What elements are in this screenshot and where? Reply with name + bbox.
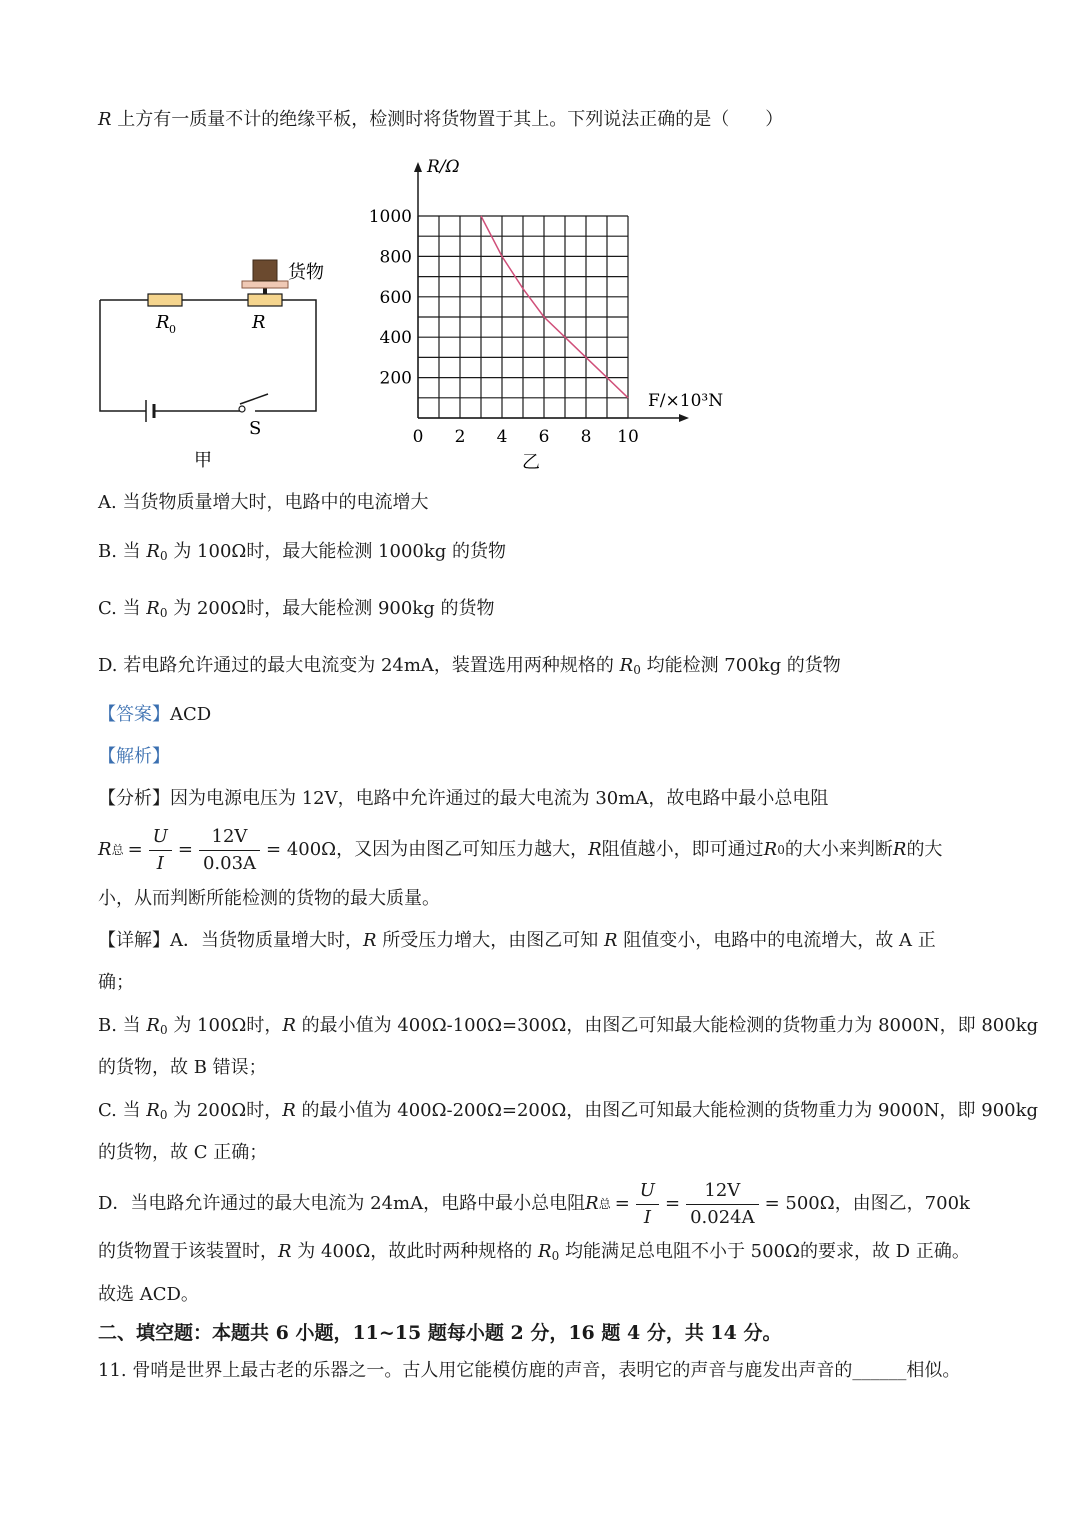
analysis-2a: ，又因为由图乙可知压力越大， [336, 839, 589, 860]
option-d-post: 均能检测 700kg 的货物 [640, 655, 841, 676]
analysis-2b: R [588, 839, 602, 860]
detail-c1d: 为 200Ω时， [167, 1100, 283, 1121]
y-tick-label: 200 [379, 368, 412, 389]
question-intro [98, 108, 783, 132]
chart-grid [418, 216, 628, 418]
detail-d2a: 的货物置于该装置时， [98, 1241, 278, 1262]
r0-label: R [156, 312, 170, 333]
insulating-plate-icon [242, 281, 288, 288]
option-d-pre: D. 若电路允许通过的最大电流变为 24mA，装置选用两种规格的 [98, 655, 620, 676]
var-r: R [98, 109, 112, 130]
section-2-heading: 二、填空题：本题共 6 小题，11~15 题每小题 2 分，16 题 4 分，共 14 分。 [98, 1322, 782, 1344]
answer-value: ACD [170, 704, 212, 725]
option-d-sub: 0 [633, 663, 641, 677]
analysis-2h: 的大 [906, 839, 943, 860]
detail-d1res: = 500Ω [764, 1193, 835, 1214]
x-tick-label: 4 [496, 427, 508, 447]
detail-c1f: 的最小值为 400Ω-200Ω=200Ω，由图乙可知最大能检测的货物重力为 9000N，即 900kg [295, 1100, 1039, 1121]
analysis-tag: 【解析】 [98, 746, 170, 767]
x-tick-label: 8 [580, 427, 592, 447]
detail-d1a: D．当电路允许通过的最大电流为 24mA，电路中最小总电阻 [98, 1193, 586, 1214]
detail-d-line-2 [98, 1240, 970, 1268]
detail-1b: R [363, 930, 377, 951]
chart-axes [414, 162, 689, 422]
analysis-equation-line [98, 820, 942, 880]
detail-d1sub: 总 [598, 1197, 611, 1211]
analysis-line-3: 小，从而判断所能检测的货物的最大质量。 [98, 888, 440, 909]
option-a [98, 491, 428, 515]
option-c [98, 597, 494, 625]
detail-b1e: R [282, 1015, 296, 1036]
analysis-2g: R [892, 839, 907, 860]
y-axis-arrow-icon [414, 162, 422, 172]
x-axis-arrow-icon [679, 414, 689, 422]
detail-line-1 [98, 929, 936, 953]
fraction-values [199, 824, 260, 877]
chart-series [481, 216, 628, 398]
option-a-text: A. 当货物质量增大时，电路中的电流增大 [98, 492, 429, 513]
detail-1d: R [604, 930, 618, 951]
detail-frac-i: I [643, 1206, 651, 1228]
detail-1c: 所受压力增大，由图乙可知 [376, 930, 605, 951]
r0-subscript: 0 [169, 323, 176, 336]
switch-label: S [249, 418, 262, 439]
detail-frac-num: 12V [686, 1178, 759, 1205]
option-c-r: R [146, 598, 160, 619]
answer-line [98, 703, 211, 727]
detail-d2b: R [278, 1241, 292, 1262]
detail-c1a: C. 当 [98, 1100, 147, 1121]
chart-ticks [369, 207, 639, 447]
detail-fraction-values [686, 1178, 759, 1231]
analysis-2c: 阻值越小，即可通过 [601, 839, 764, 860]
detail-c1e: R [282, 1100, 296, 1121]
goods-label: 货物 [288, 262, 324, 283]
series-line [481, 216, 628, 398]
goods-box-icon [253, 260, 277, 281]
y-tick-label: 800 [379, 247, 412, 268]
y-axis-label: R/Ω [427, 157, 460, 177]
detail-d2e: 0 [551, 1249, 560, 1263]
r-label: R [252, 312, 266, 333]
eq-result: = 400Ω [266, 839, 337, 860]
detail-b1d: 为 100Ω时， [167, 1015, 283, 1036]
y-tick-label: 1000 [368, 207, 412, 227]
detail-line-2: 确； [98, 972, 134, 993]
analysis-2d: R [763, 839, 778, 860]
question-11 [98, 1359, 960, 1383]
resistor-r0-icon [148, 294, 182, 306]
detail-d1eq: = [614, 1193, 630, 1214]
fraction-ui [149, 824, 172, 877]
intro-text: 上方有一质量不计的绝缘平板，检测时将货物置于其上。下列说法正确的是（ ） [111, 109, 784, 130]
detail-d1eq-2: = [664, 1193, 681, 1214]
detail-d2d: R [538, 1241, 552, 1262]
detail-c1c: 0 [159, 1108, 168, 1122]
detail-d-line-1 [98, 1174, 970, 1234]
figure-caption-yi: 乙 [522, 452, 540, 473]
option-d-r: R [619, 655, 634, 676]
frac-den: 0.03A [202, 852, 257, 874]
detail-c-line-2: 的货物，故 C 正确； [98, 1142, 268, 1163]
detail-d2f: 均能满足总电阻不小于 500Ω的要求，故 D 正确。 [559, 1241, 970, 1262]
eq-sign: = [127, 839, 143, 860]
frac-i: I [156, 852, 164, 874]
option-b [98, 540, 506, 568]
detail-b1a: B. 当 [98, 1015, 147, 1036]
r-total-sub: 总 [111, 843, 124, 857]
final-answer: 故选 ACD。 [98, 1284, 199, 1305]
figure-caption-jia: 甲 [194, 450, 212, 471]
q11-text: 11. 骨哨是世界上最古老的乐器之一。古人用它能模仿鹿的声音，表明它的声音与鹿发出声音的 [98, 1360, 853, 1381]
option-b-r: R [146, 541, 160, 562]
option-b-sub: 0 [159, 549, 168, 563]
answer-tag: 【答案】 [98, 704, 170, 725]
detail-frac-u: U [636, 1178, 659, 1205]
detail-b1c: 0 [159, 1023, 168, 1037]
detail-d1r: R [585, 1193, 599, 1214]
analysis-2f: 的大小来判断 [784, 839, 893, 860]
r-total: R [98, 839, 112, 860]
x-tick-label: 0 [412, 427, 424, 447]
detail-d2c: 为 400Ω，故此时两种规格的 [291, 1241, 539, 1262]
option-c-post: 为 200Ω时，最大能检测 900kg 的货物 [167, 598, 495, 619]
detail-b1f: 的最小值为 400Ω-100Ω=300Ω，由图乙可知最大能检测的货物重力为 8000N，即 800kg [295, 1015, 1039, 1036]
frac-u: U [149, 824, 172, 851]
detail-1e: 阻值变小，电路中的电流增大，故 A 正 [617, 930, 936, 951]
y-tick-label: 400 [379, 328, 412, 349]
detail-d1b: ，由图乙，700k [834, 1193, 970, 1214]
detail-c1b: R [146, 1100, 160, 1121]
circuit-diagram [90, 250, 330, 480]
x-tick-label: 10 [617, 427, 639, 447]
analysis-line-1: 【分析】因为电源电压为 12V，电路中允许通过的最大电流为 30mA，故电路中最小总电阻 [98, 788, 829, 809]
option-c-sub: 0 [159, 606, 168, 620]
q11-tail: 相似。 [906, 1360, 961, 1381]
frac-num: 12V [199, 824, 260, 851]
detail-c-line-1 [98, 1099, 1038, 1127]
x-tick-label: 6 [538, 427, 550, 447]
x-tick-label: 2 [454, 427, 466, 447]
option-b-pre: B. 当 [98, 541, 147, 562]
option-c-pre: C. 当 [98, 598, 147, 619]
resistor-r-icon [248, 294, 282, 306]
detail-b1b: R [146, 1015, 160, 1036]
resistance-force-chart [365, 150, 735, 480]
y-tick-label: 600 [379, 287, 412, 308]
switch-contact-icon [239, 406, 245, 412]
detail-fraction-ui [636, 1178, 659, 1231]
detail-b-line-1 [98, 1014, 1038, 1042]
detail-frac-den: 0.024A [690, 1206, 755, 1228]
eq-sign-2: = [177, 839, 193, 860]
option-b-post: 为 100Ω时，最大能检测 1000kg 的货物 [167, 541, 507, 562]
detail-b-line-2: 的货物，故 B 错误； [98, 1057, 267, 1078]
x-axis-label: F/×10³N [648, 391, 724, 411]
detail-1a: 【详解】A．当货物质量增大时， [98, 930, 363, 951]
analysis-2e: 0 [777, 843, 785, 857]
q11-blank[interactable]: ______ [852, 1360, 907, 1381]
option-d [98, 654, 841, 682]
